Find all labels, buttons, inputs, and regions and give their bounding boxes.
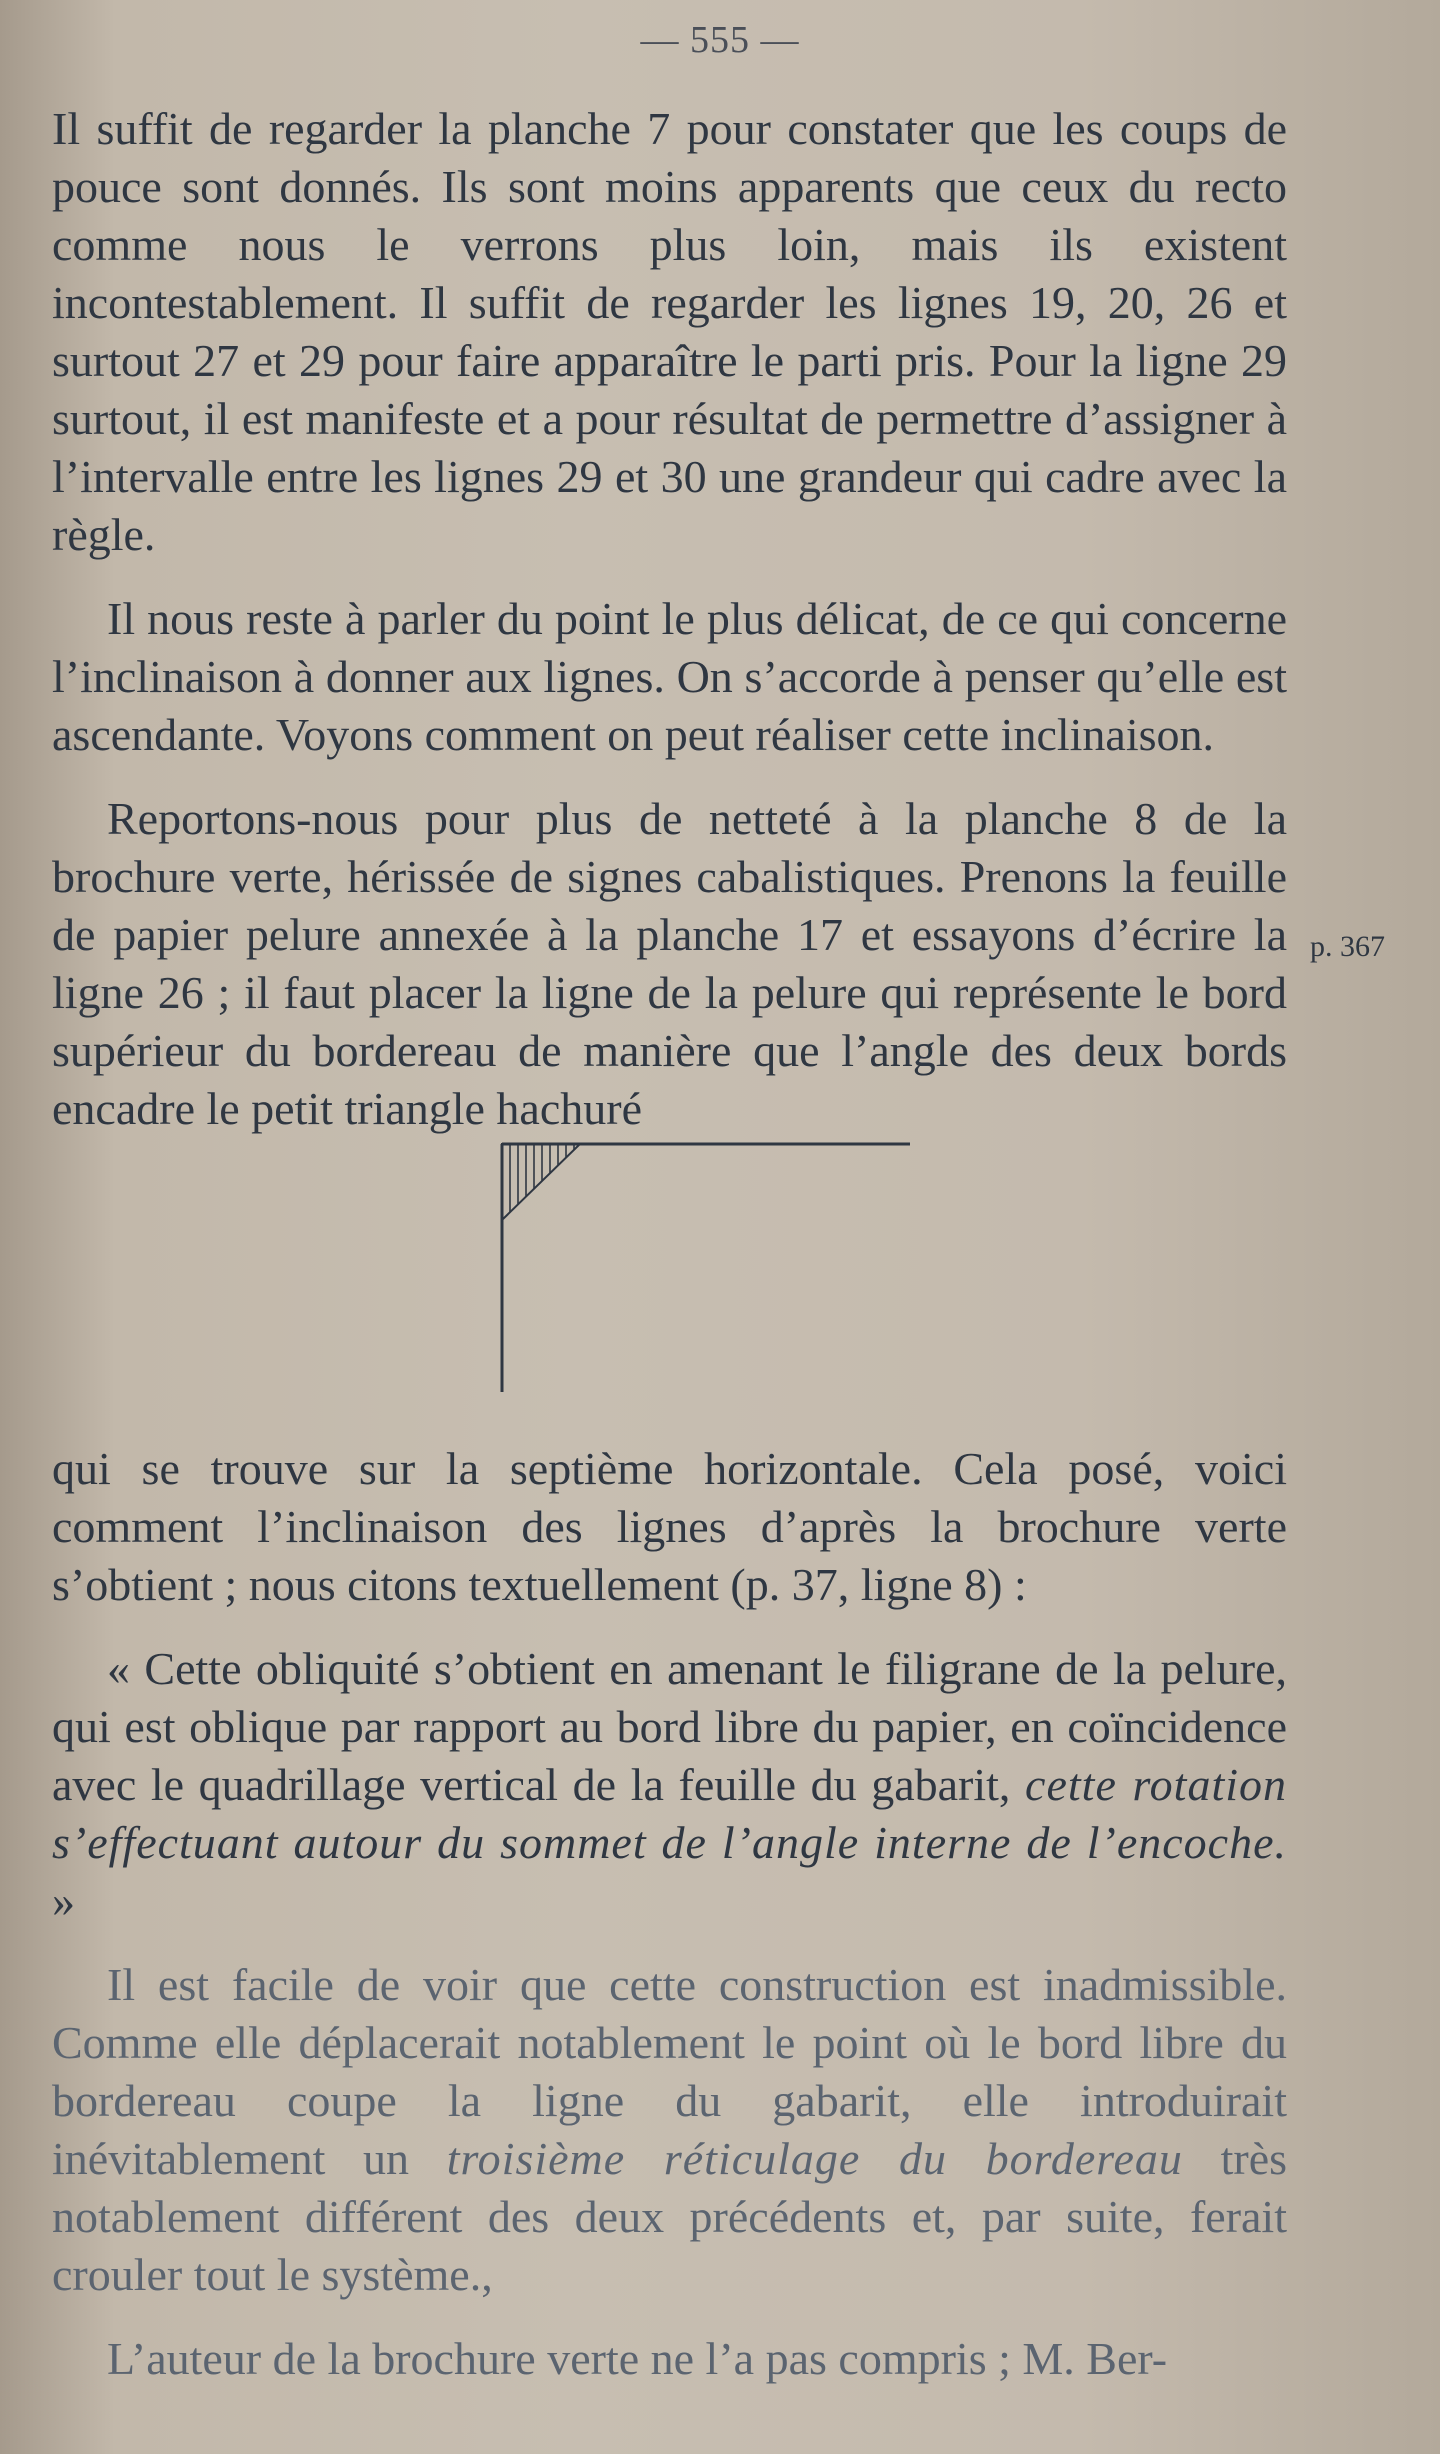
paragraph-3: Reportons-nous pour plus de netteté à la planche 8 de la brochure verte, hérissée de signes cabalistiques. Prenons la feuille de papier pelure annexée à la planche 17 et essayons d’écrire la ligne 26 ; il faut placer la ligne de la pelure qui représente le bord supérieur du bordereau de manière que l’angle des deux bords encadre le petit triangle hachuré — [52, 793, 1287, 1134]
last-line: L’auteur de la brochure verte ne l’a pas compris ; M. Ber- — [107, 2333, 1168, 2384]
quote-italic: cette rotation s’effectuant autour du sommet de l’angle interne de l’encoche. — [52, 1759, 1287, 1868]
paragraph-4: qui se trouve sur la septième horizontale. Cela posé, voici comment l’inclinaison des lignes d’après la brochure verte s’obtient ; nous citons textuellement (p. 37, ligne 8) : — [52, 1443, 1287, 1610]
page-number: — 555 — — [640, 19, 800, 61]
quote-text: « Cette obliquité s’obtient en amenant le filigrane de la pelure, qui est oblique par rapport au bord libre du papier, en coïncidence avec le quadrillage vertical de la feuille du gabarit, — [52, 1643, 1287, 1810]
quote-close: » — [52, 1875, 75, 1926]
paragraph-5-end: très notablement différent des deux précédents et, par suite, ferait crouler tout le système., — [52, 2133, 1288, 2300]
paragraph-2: Il nous reste à parler du point le plus délicat, de ce qui concerne l’inclinaison à donner aux lignes. On s’accorde à penser qu’elle est ascendante. Voyons comment on peut réaliser cette inclinaison. — [52, 593, 1287, 760]
text-block-top — [52, 100, 1287, 1138]
quotation — [52, 1640, 1287, 1930]
paragraph-1: Il suffit de regarder la planche 7 pour constater que les coups de pouce sont donnés. Ils sont moins apparents que ceux du recto comme nous le verrons plus loin, mais ils existent incontestablement. Il suffit de regarder les lignes 19, 20, 26 et surtout 27 et 29 pour faire apparaître le parti pris. Pour la ligne 29 surtout, il est manifeste et a pour résultat de permettre d’assigner à l’intervalle entre les lignes 29 et 30 une grandeur qui cadre avec la règle. — [52, 103, 1287, 560]
paragraph-5-start: Il est facile de voir que cette construction est inadmissible. Comme elle déplacerait notablement le point où le bord libre du bordereau coupe la ligne du gabarit, elle introduirait inévitablement un — [52, 1959, 1287, 2184]
text-block-bottom — [52, 1440, 1287, 2388]
paragraph-5 — [52, 1956, 1287, 2304]
margin-note: p. 367 — [1310, 930, 1385, 963]
corner-hatched-triangle-diagram-icon — [490, 1120, 930, 1400]
paragraph-5-italic: troisième réticulage du bordereau — [446, 2133, 1183, 2184]
